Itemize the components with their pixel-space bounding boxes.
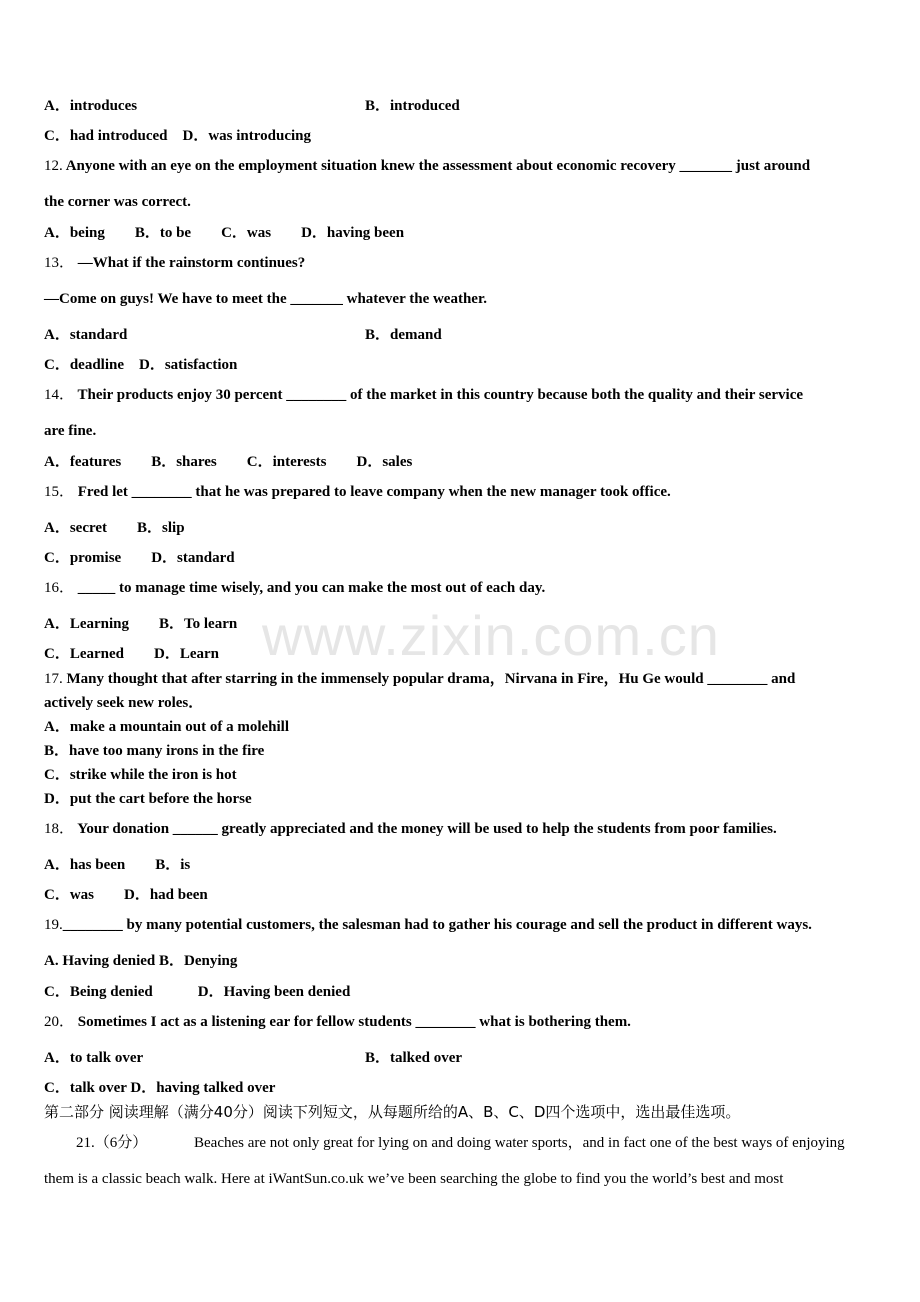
question-17-continuation: actively seek new roles． — [44, 695, 204, 711]
question-17-option-b: B．have too many irons in the fire — [44, 743, 265, 759]
section-2-heading: 第二部分 阅读理解（满分40分）阅读下列短文，从每题所给的A、B、C、D四个选项中，选出最佳选项。 — [44, 1103, 741, 1121]
watermark: www.zixin.com.cn — [262, 604, 720, 667]
question-13 — [44, 254, 305, 272]
question-13-option-a: A．standard — [44, 327, 128, 343]
question-15-options-ab: A．secret B．slip — [44, 520, 185, 536]
question-20-option-b: B．talked over — [365, 1050, 463, 1066]
question-text: Their products enjoy 30 percent ________ of the market in this country because both the quality and their service — [77, 387, 804, 403]
question-17-option-c: C．strike while the iron is hot — [44, 767, 237, 783]
question-number: 20． — [44, 1014, 75, 1030]
question-number: 18． — [44, 821, 75, 837]
question-17-option-d: D．put the cart before the horse — [44, 791, 252, 807]
question-18-options-ab: A．has been B．is — [44, 857, 191, 873]
question-19-options-cd: C．Being denied D．Having been denied — [44, 984, 351, 1000]
question-20 — [44, 1013, 631, 1031]
question-number: 14． — [44, 387, 75, 403]
question-18-options-cd: C．was D．had been — [44, 887, 208, 903]
question-12 — [44, 157, 810, 175]
question-21-passage: Beaches are not only great for lying on and doing water sports，and in fact one of the best ways of enjoying — [194, 1135, 845, 1151]
question-14 — [44, 386, 803, 404]
question-text: Fred let ________ that he was prepared to leave company when the new manager took office. — [77, 484, 671, 500]
question-number: 17. — [44, 671, 63, 687]
question-text: _____ to manage time wisely, and you can make the most out of each day. — [77, 580, 546, 596]
question-text: Anyone with an eye on the employment situation knew the assessment about economic recovery _______ just around — [65, 158, 811, 174]
question-text: ________ by many potential customers, the salesman had to gather his courage and sell the product in different ways. — [62, 917, 812, 933]
question-15 — [44, 483, 671, 501]
question-11-option-a: A．introduces — [44, 98, 138, 114]
question-text: Sometimes I act as a listening ear for fellow students ________ what is bothering them. — [77, 1014, 631, 1030]
question-19-options-ab: A. Having denied B．Denying — [44, 953, 238, 969]
question-11-option-b: B．introduced — [365, 98, 460, 114]
question-21-number: 21.（6分） — [76, 1135, 148, 1151]
question-19 — [44, 916, 812, 934]
question-20-option-a: A．to talk over — [44, 1050, 144, 1066]
question-21-passage-cont: them is a classic beach walk. Here at iWantSun.co.uk we’ve been searching the globe to find you the world’s best and most — [44, 1171, 784, 1187]
question-15-options-cd: C．promise D．standard — [44, 550, 235, 566]
question-13-reply: —Come on guys! We have to meet the _______ whatever the weather. — [44, 291, 487, 307]
question-13-option-b: B．demand — [365, 327, 442, 343]
question-number: 13． — [44, 255, 75, 271]
question-17 — [44, 670, 795, 688]
question-text: —What if the rainstorm continues? — [77, 255, 306, 271]
question-11-options-cd: C．had introduced D．was introducing — [44, 128, 311, 144]
question-17-option-a: A．make a mountain out of a molehill — [44, 719, 290, 735]
question-14-options: A．features B．shares C．interests D．sales — [44, 454, 413, 470]
question-12-continuation: the corner was correct. — [44, 194, 191, 210]
question-number: 12. — [44, 158, 63, 174]
question-text: Many thought that after starring in the immensely popular drama，Nirvana in Fire，Hu Ge would ________ and — [66, 671, 796, 687]
question-20-options-cd: C．talk over D．having talked over — [44, 1080, 276, 1096]
question-text: Your donation ______ greatly appreciated and the money will be used to help the students from poor families. — [77, 821, 777, 837]
question-16 — [44, 579, 545, 597]
question-16-options-ab: A．Learning B．To learn — [44, 616, 238, 632]
question-number: 19. — [44, 917, 63, 933]
question-number: 15． — [44, 484, 75, 500]
question-16-options-cd: C．Learned D．Learn — [44, 646, 219, 662]
question-12-options: A．being B．to be C．was D．having been — [44, 225, 405, 241]
question-13-options-cd: C．deadline D．satisfaction — [44, 357, 238, 373]
question-14-continuation: are fine. — [44, 423, 97, 439]
question-18 — [44, 820, 777, 838]
question-number: 16． — [44, 580, 75, 596]
